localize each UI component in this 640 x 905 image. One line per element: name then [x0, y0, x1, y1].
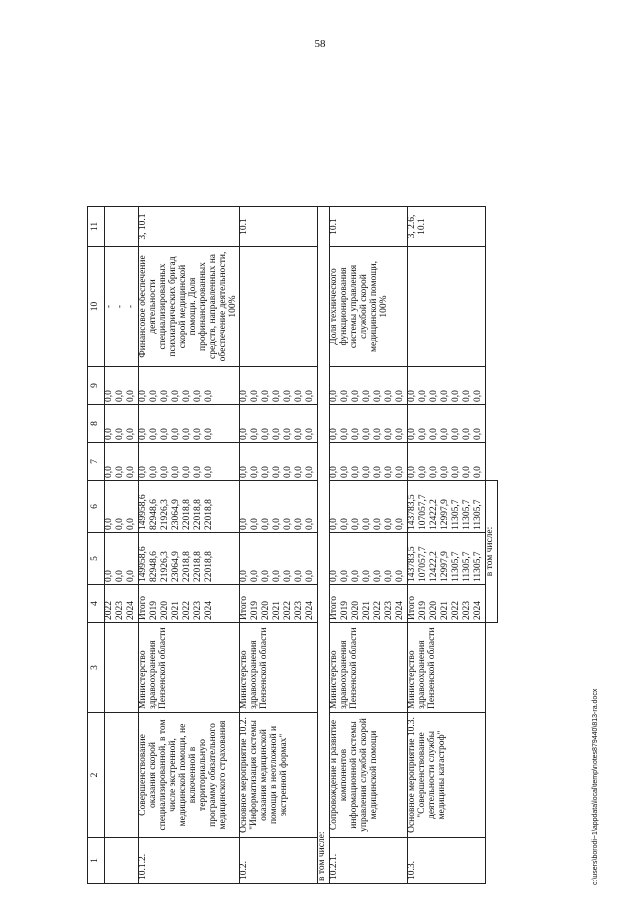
value-cell: 0,0 0,0 0,0 0,0 0,0 0,0 0,0 — [407, 405, 485, 443]
measure-name: Основное мероприятие 10.3. "Совершенствование деятельности службы медицины катастроф" — [407, 713, 485, 838]
value-cell: 0,0 0,0 0,0 — [105, 367, 139, 405]
continuation-row — [105, 17, 139, 884]
value-cell: 0,0 0,0 0,0 0,0 0,0 0,0 0,0 — [139, 443, 240, 481]
header-cell: 8 — [88, 405, 105, 443]
value-cell: 0,0 0,0 0,0 0,0 0,0 0,0 0,0 — [329, 481, 407, 533]
row-number: 10.2. — [239, 838, 317, 884]
year-cell: Итого 2019 2020 2021 2022 2023 2024 — [329, 585, 407, 623]
blank-area — [407, 17, 485, 207]
header-cell: 3 — [88, 623, 105, 713]
indicator-cell: Финансовое обеспечение деятельности специализированных психиатрических бригад скорой медицинской помощи. Доля профинансированных средств, направленных на обеспечение деятельности, 100% — [139, 247, 240, 367]
blank-area — [329, 17, 407, 207]
measure-name: Основное мероприятие 10.2. "Информатизация системы оказания медицинской помощи в неотложной и экстренной формах" — [239, 713, 317, 838]
goal-ref-cell: 10.1 — [329, 207, 407, 247]
table-container — [87, 17, 609, 884]
note-row — [317, 17, 329, 884]
value-cell: 0,0 0,0 0,0 — [105, 443, 139, 481]
value-cell: 0,0 0,0 0,0 0,0 0,0 0,0 0,0 — [329, 367, 407, 405]
row-number: 10.3. — [407, 838, 485, 884]
value-cell: 0,0 0,0 0,0 0,0 0,0 0,0 0,0 — [239, 533, 317, 585]
blank-area — [139, 17, 240, 207]
value-cell: 0,0 0,0 0,0 0,0 0,0 0,0 0,0 — [239, 367, 317, 405]
value-cell: 143783,5 107057,7 12422,2 12997,9 11305,7 11305,7 11305,7 — [407, 481, 485, 533]
goal-ref-cell: 3, 10.1 — [139, 207, 240, 247]
value-cell: 0,0 0,0 0,0 0,0 0,0 0,0 0,0 — [239, 443, 317, 481]
value-cell: 0,0 0,0 0,0 — [105, 405, 139, 443]
indicator-cell: Доля технического функционирования системы управления службой скорой медицинской помощи, 100% — [329, 247, 407, 367]
value-cell: 0,0 0,0 0,0 0,0 0,0 0,0 0,0 — [407, 443, 485, 481]
value-cell: 0,0 0,0 0,0 0,0 0,0 0,0 0,0 — [139, 405, 240, 443]
note-text: в том числе: — [317, 207, 329, 884]
file-path-footer — [592, 555, 606, 885]
value-cell: 0,0 0,0 0,0 0,0 0,0 0,0 0,0 — [239, 405, 317, 443]
year-cell: Итого 2019 2020 2021 2022 2023 2024 — [139, 585, 240, 623]
table-row — [407, 17, 485, 884]
note-text: в том числе: — [485, 481, 497, 623]
header-cell: 1 — [88, 838, 105, 884]
header-cell: 11 — [88, 207, 105, 247]
value-cell: 0,0 0,0 0,0 — [105, 533, 139, 585]
indicator-cell: - - - — [105, 247, 139, 367]
year-cell: Итого 2019 2020 2021 2022 2023 2024 — [239, 585, 317, 623]
program-table — [87, 17, 498, 884]
value-cell: 0,0 0,0 0,0 0,0 0,0 0,0 0,0 — [139, 367, 240, 405]
value-cell: 0,0 0,0 0,0 0,0 0,0 0,0 0,0 — [239, 481, 317, 533]
note-row — [485, 17, 497, 884]
file-path-text: c:\users\borodi~1\appdata\local\temp\notes879440\813-ra.docx — [592, 688, 599, 885]
blank-area — [88, 17, 105, 207]
measure-name: Совершенствование оказания скорой специализированной, в том числе экстренной, медицинской помощи, не включенной в территориальную программу обязательного медицинского страхования — [139, 713, 240, 838]
header-cell: 7 — [88, 443, 105, 481]
value-cell: 0,0 0,0 0,0 0,0 0,0 0,0 0,0 — [407, 367, 485, 405]
header-cell: 4 — [88, 585, 105, 623]
executor: Министерство здравоохранения Пензенской области — [329, 623, 407, 713]
blank-area — [239, 17, 317, 207]
indicator-cell — [239, 247, 317, 367]
executor: Министерство здравоохранения Пензенской области — [139, 623, 240, 713]
table-row — [139, 17, 240, 884]
measure-name: Сопровождение и развитие компонентов информационной системы управления службой скорой медицинской помощи — [329, 713, 407, 838]
blank-area — [317, 17, 329, 207]
value-cell: 143783,5 107057,7 12422,2 12997,9 11305,7 11305,7 11305,7 — [407, 533, 485, 585]
header-cell: 9 — [88, 367, 105, 405]
blank-area — [105, 17, 139, 207]
header-cell: 2 — [88, 713, 105, 838]
year-cell: 2022 2023 2024 — [105, 585, 139, 623]
page-number: 58 — [314, 38, 326, 50]
goal-ref-cell: 10.1 — [239, 207, 317, 247]
executor: Министерство здравоохранения Пензенской области — [239, 623, 317, 713]
value-cell: 149958,6 82948,6 21926,3 23064,9 22018,8 22018,8 22018,8 — [139, 481, 240, 533]
header-row — [88, 17, 105, 884]
header-cell: 5 — [88, 533, 105, 585]
table-row — [329, 17, 407, 884]
value-cell: 0,0 0,0 0,0 0,0 0,0 0,0 0,0 — [329, 443, 407, 481]
value-cell: 0,0 0,0 0,0 0,0 0,0 0,0 0,0 — [329, 533, 407, 585]
rotated-sheet — [87, 17, 609, 884]
header-cell: 10 — [88, 247, 105, 367]
indicator-cell — [407, 247, 485, 367]
header-cell: 6 — [88, 481, 105, 533]
goal-ref-cell: 3, 2.6, 10.1 — [407, 207, 485, 247]
row-number: 10.2.1. — [329, 838, 407, 884]
row-number: 10.1.2. — [139, 838, 240, 884]
value-cell: 0,0 0,0 0,0 — [105, 481, 139, 533]
year-cell: Итого 2019 2020 2021 2022 2023 2024 — [407, 585, 485, 623]
executor: Министерство здравоохранения Пензенской области — [407, 623, 485, 713]
value-cell: 149958,6 82948,6 21926,3 23064,9 22018,8 22018,8 22018,8 — [139, 533, 240, 585]
table-row — [239, 17, 317, 884]
value-cell: 0,0 0,0 0,0 0,0 0,0 0,0 0,0 — [329, 405, 407, 443]
